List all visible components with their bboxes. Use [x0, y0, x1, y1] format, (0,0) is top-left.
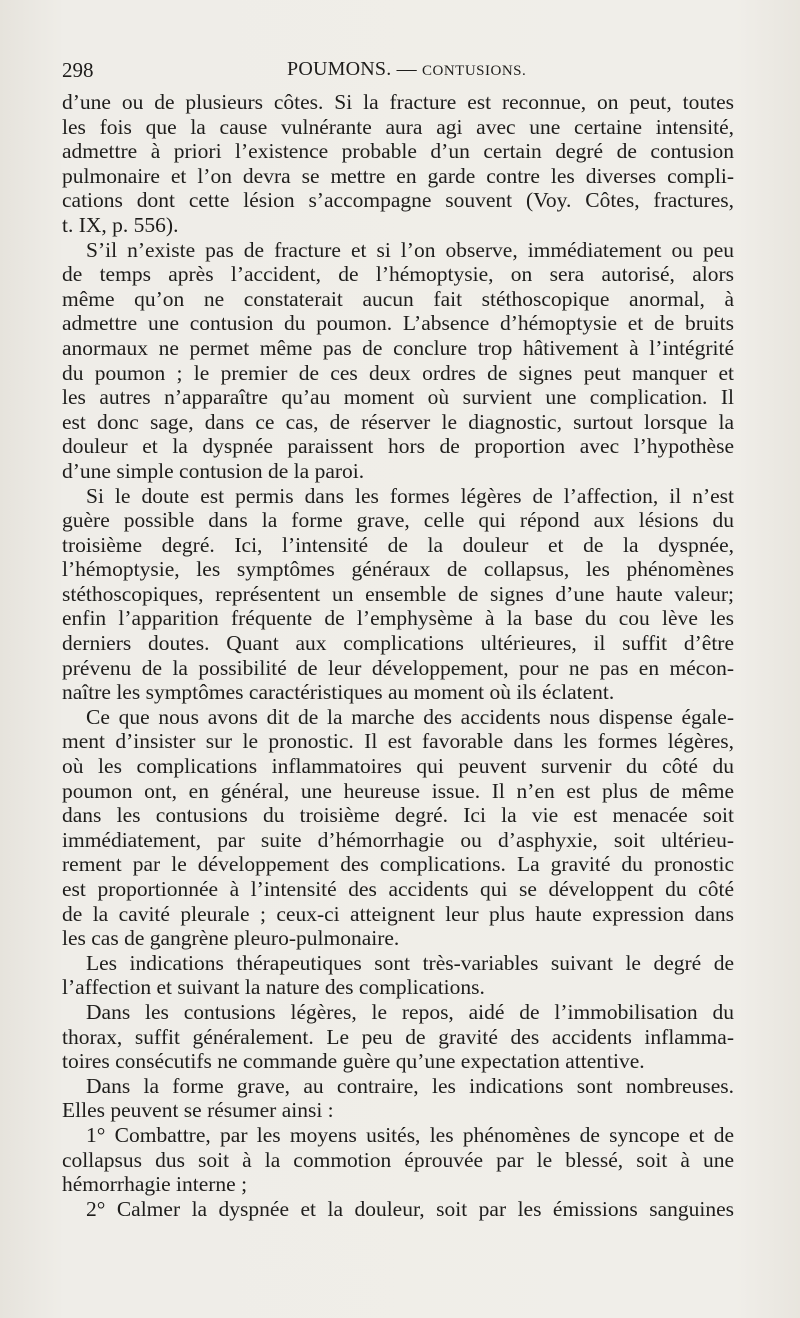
paragraph — [62, 484, 734, 705]
text-line: hémorrhagie interne ; — [62, 1172, 248, 1197]
text-line: naître les symptômes caractéristiques au moment où ils éclatent. — [62, 680, 615, 705]
text-line: 2° Calmer la dyspnée et la douleur, soit par les émissions sanguines — [86, 1196, 734, 1221]
text-line: t. IX, p. 556). — [62, 212, 179, 237]
running-title-dash: — — [396, 58, 417, 80]
text-line: pulmonaire et l’on devra se mettre en garde contre les diverses compli- — [62, 163, 734, 188]
text-line: admettre à priori l’existence probable d’un certain degré de contusion — [62, 139, 734, 164]
page-number: 298 — [62, 58, 94, 82]
text-line: poumon ont, en général, une heureuse issue. Il n’en est plus de même — [62, 778, 734, 803]
paragraph — [62, 1123, 734, 1197]
paragraph — [62, 1074, 734, 1123]
text-line: ment d’insister sur le pronostic. Il est favorable dans les formes légères, — [62, 729, 734, 754]
text-line: est donc sage, dans ce cas, de réserver le diagnostic, surtout lorsque la — [62, 409, 734, 434]
text-line: derniers doutes. Quant aux complications ultérieures, il suffit d’être — [62, 631, 734, 656]
running-title-sub: CONTUSIONS. — [422, 63, 527, 79]
text-line: du poumon ; le premier de ces deux ordres de signes peut manquer et — [62, 360, 734, 385]
text-line: toires consécutifs ne commande guère qu’une expectation attentive. — [62, 1049, 645, 1074]
text-line: Elles peuvent se résumer ainsi : — [62, 1098, 334, 1123]
text-line: Ce que nous avons dit de la marche des accidents nous dispense égale- — [86, 704, 734, 729]
running-title-main: POUMONS. — [287, 58, 392, 80]
text-line: même qu’on ne constaterait aucun fait stéthoscopique anormal, à — [62, 286, 734, 311]
paragraph — [62, 1000, 734, 1074]
text-line: d’une simple contusion de la paroi. — [62, 458, 365, 483]
text-line: l’affection et suivant la nature des complications. — [62, 975, 485, 1000]
text-line: de temps après l’accident, de l’hémoptysie, on sera autorisé, alors — [62, 262, 734, 287]
paragraph — [62, 1197, 734, 1222]
text-line: admettre une contusion du poumon. L’absence d’hémoptysie et de bruits — [62, 311, 734, 336]
text-line: les autres n’apparaître qu’au moment où survient une complication. Il — [62, 385, 734, 410]
text-line: douleur et la dyspnée paraissent hors de proportion avec l’hypothèse — [62, 434, 734, 459]
text-line: collapsus dus soit à la commotion éprouvée par le blessé, soit à une — [62, 1147, 734, 1172]
text-line: troisième degré. Ici, l’intensité de la douleur et de la dyspnée, — [62, 532, 734, 557]
paragraph — [62, 705, 734, 951]
text-line: S’il n’existe pas de fracture et si l’on observe, immédiatement ou peu — [86, 237, 734, 262]
paragraph — [62, 90, 734, 238]
text-line: dans les contusions du troisième degré. Ici la vie est menacée soit — [62, 803, 734, 828]
text-line: les fois que la cause vulnérante aura agi avec une certaine intensité, — [62, 114, 734, 139]
text-line: 1° Combattre, par les moyens usités, les phénomènes de syncope et de — [86, 1122, 734, 1147]
text-line: les cas de gangrène pleuro-pulmonaire. — [62, 926, 400, 951]
text-line: thorax, suffit généralement. Le peu de gravité des accidents inflamma- — [62, 1024, 734, 1049]
paragraph — [62, 951, 734, 1000]
text-line: immédiatement, par suite d’hémorrhagie ou d’asphyxie, soit ultérieu- — [62, 827, 734, 852]
text-line: est proportionnée à l’intensité des accidents qui se développent du côté — [62, 877, 734, 901]
text-line: Les indications thérapeutiques sont très-variables suivant le degré de — [86, 950, 734, 975]
text-line: Si le doute est permis dans les formes légères de l’affection, il n’est — [86, 483, 734, 508]
running-header — [62, 58, 734, 84]
text-line: Dans la forme grave, au contraire, les indications sont nombreuses. — [86, 1073, 734, 1098]
text-line: enfin l’apparition fréquente de l’emphysème à la base du cou lève les — [62, 606, 734, 631]
paragraph — [62, 238, 734, 484]
text-line: cations dont cette lésion s’accompagne souvent (Voy. Côtes, fractures, — [62, 188, 734, 213]
text-line: Dans les contusions légères, le repos, aidé de l’immobilisation du — [86, 999, 734, 1024]
text-line: stéthoscopiques, représentent un ensemble de signes d’une haute valeur; — [62, 581, 734, 606]
running-title — [287, 58, 526, 81]
text-line: guère possible dans la forme grave, celle qui répond aux lésions du — [62, 508, 734, 533]
text-line: anormaux ne permet même pas de conclure trop hâtivement à l’intégrité — [62, 335, 734, 360]
text-line: rement par le développement des complications. La gravité du pronostic — [62, 852, 734, 877]
text-line: prévenu de la possibilité de leur développement, pour ne pas en mécon- — [62, 655, 734, 680]
text-line: l’hémoptysie, les symptômes généraux de collapsus, les phénomènes — [62, 557, 734, 582]
body-text — [62, 90, 734, 1221]
text-line: de la cavité pleurale ; ceux-ci atteignent leur plus haute expression dans — [62, 901, 734, 926]
text-line: d’une ou de plusieurs côtes. Si la fracture est reconnue, on peut, toutes — [62, 90, 734, 114]
text-line: où les complications inflammatoires qui peuvent survenir du côté du — [62, 754, 734, 779]
